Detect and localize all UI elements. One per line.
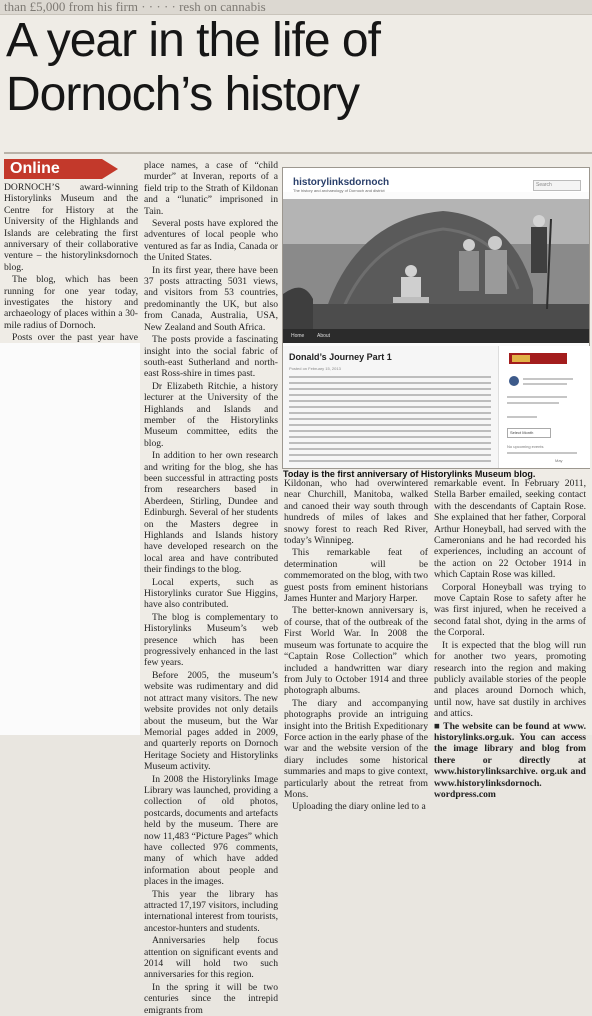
post-text-line [289, 424, 491, 426]
section-tag: Online [4, 159, 102, 179]
article-column-1 [4, 182, 138, 344]
sidebar-banner-emblem [512, 355, 530, 362]
post-text-line [289, 448, 491, 450]
sidebar-text-line [507, 416, 537, 418]
university-logo-icon [509, 376, 519, 386]
nav-about: About [317, 333, 331, 339]
post-text-line [289, 376, 491, 378]
blog-post [283, 346, 498, 468]
post-date: Posted on February 15, 2013 [289, 366, 341, 371]
sidebar-text-line [523, 383, 567, 385]
strip-text: than £5,000 from his firm · · · · · resh on cannabis [4, 0, 266, 14]
article-column-4 [434, 478, 586, 800]
blank-region [0, 343, 140, 735]
paragraph: This remarkable feat of determination will be commemorated on the blog, with two guest posts from eminent historians James Hunter and Marjory Harper. [284, 547, 428, 605]
sidebar-text-line [523, 378, 573, 380]
post-text-line [289, 460, 491, 462]
blog-search-box: Search [533, 180, 581, 191]
archive-select: Select Month [507, 428, 551, 438]
events-label: No upcoming events [507, 444, 544, 449]
paragraph: The better-known anniversary is, of course, that of the outbreak of the First World War. In 2008 the museum was fortunate to acquire the “Captain Rose Collection” which included a handwritten war diary from July to October 1914 and three photograph albums. [284, 605, 428, 697]
post-text-line [289, 394, 491, 396]
headline-line-2: Dornoch’s history [6, 68, 359, 121]
paragraph: This year the library has attracted 17,197 visitors, including international interest from tourists, ancestor-hunters and students. [144, 888, 278, 934]
previous-page-strip [0, 0, 592, 15]
paragraph: Local experts, such as Historylinks curator Sue Higgins, have also contributed. [144, 576, 278, 611]
blog-nav-bar [283, 329, 589, 343]
haystack-photo [283, 199, 589, 329]
paragraph: It is expected that the blog will run for another two years, promoting research into the region and making publicly available stories of the people and places around Dornoch which, until now, have sat dustily in archives and attics. [434, 639, 586, 720]
paragraph: Kildonan, who had overwintered near Churchill, Manitoba, walked and canoed their way south through hundreds of miles of lakes and snowy forest to reach Red River, today’s Winnipeg. [284, 478, 428, 547]
post-text-line [289, 436, 491, 438]
section-tag-arrow [102, 159, 118, 179]
sidebar-text-line [507, 396, 567, 398]
headline-rule [4, 152, 592, 154]
paragraph: In the spring it will be two centuries since the intrepid emigrants from [144, 981, 278, 1016]
paragraph: In 2008 the Historylinks Image Library was launched, providing a collection of old photos, postcards, documents and artefacts held by the museum. There are now 11,483 “Picture Pages” which have collected 976 comments, many of which have added information about people and places in the images. [144, 773, 278, 888]
article-column-2 [144, 160, 278, 1016]
post-text-line [289, 454, 491, 456]
blog-site-title: historylinksdornoch [293, 177, 390, 188]
post-text-line [289, 442, 491, 444]
article-column-3 [284, 478, 428, 813]
post-text-line [289, 406, 491, 408]
paragraph: Uploading the diary online led to a [292, 801, 426, 813]
photo-caption: Today is the first anniversary of Historylinks Museum blog. [283, 469, 536, 479]
paragraph: place names, a case of “child murder” at Inveran, reports of a field trip to the Strath of Kildonan and a “lunatic” imprisoned in Tain. [144, 160, 278, 217]
headline-line-1: A year in the life of [6, 14, 380, 67]
website-info: ■ The website can be found at www. historylinks.org.uk. You can access the image library and blog from there or directly at www.historylinksarchive. org.uk and www.historylinksdornoch. wordpress.com [434, 720, 586, 800]
paragraph: In its first year, there have been 37 posts attracting 5031 views, and visitors from 53 countries, predominantly the UK, but also from Canada, Australia, USA, New Zealand and South Africa. [144, 264, 278, 333]
post-text-line [289, 400, 491, 402]
paragraph: Several posts have explored the adventures of local people who ventured as far as India, Canada or the United States. [144, 218, 278, 264]
paragraph: Posts over the past year have [12, 332, 138, 344]
haystack-photo-illustration [283, 199, 589, 329]
paragraph: Anniversaries help focus attention on significant events and 2014 will hold two such anniversaries for this region. [144, 935, 278, 981]
post-text-line [289, 430, 491, 432]
blog-header [283, 168, 589, 192]
paragraph: The posts provide a fascinating insight into the social fabric of south-east Sutherland and north-east Ross-shire in times past. [144, 334, 278, 380]
post-text-line [289, 418, 491, 420]
sidebar-text-line [507, 402, 559, 404]
blog-sidebar [498, 346, 590, 468]
paragraph: In addition to her own research and writing for the blog, she has been successful in attracting posts from researchers based in Aberdeen, Stirling, Dundee and Edinburgh. Several of her students on the Masters degree in Highlands and Islands history have developed research on the local area and have contributed their findings to the blog. [144, 450, 278, 576]
paragraph: remarkable event. In February 2011, Stella Barber emailed, seeking contact with the descendants of Captain Rose. She explained that her father, Corporal Arthur Honeyball, had served with the Cameronians and he had recorded his experiences, including an account of the action on 22 October 1914 in which Captain Rose was killed. [434, 478, 586, 581]
post-text-line [289, 388, 491, 390]
paragraph: The blog is complementary to Historylinks Museum’s web presence which has been progressively enhanced in the last few years. [144, 611, 278, 669]
paragraph: DORNOCH’S award-winning Historylinks Museum and the Centre for History at the University of the Highlands and Islands are celebrating the first anniversary of their collaborative venture – the historylinksdornoch blog. [4, 182, 138, 273]
post-text-line [289, 412, 491, 414]
nav-home: Home [291, 333, 305, 339]
headline [6, 14, 590, 122]
paragraph: Before 2005, the museum’s website was rudimentary and did not attract many visitors. The new website provides not only details about the museum, but the War Memorial pages added in 2009, and quarterly reports on Dornoch Heritage Society and Historylinks Museum activity. [144, 669, 278, 773]
paragraph: The diary and accompanying photographs provide an intriguing insight into the British Expeditionary Force action in the early phase of the war and the website version of the diary includes some historical summaries and maps to give context, particularly about the retreat from Mons. [284, 697, 428, 800]
sidebar-text-line [507, 452, 577, 454]
paragraph: The blog, which has been running for one year today, investigates the history and archaeology of places within a 30-mile radius of Dornoch. [4, 274, 138, 331]
blog-screenshot [282, 167, 590, 469]
post-title: Donald’s Journey Part 1 [289, 352, 392, 362]
paragraph: Dr Elizabeth Ritchie, a history lecturer at the University of the Highlands and Islands and member of the Historylinks Museum committee, edits the blog. [144, 380, 278, 449]
blog-site-subtitle: The history and archaeology of Dornoch and district [293, 188, 385, 193]
post-text-line [289, 382, 491, 384]
calendar-month: May [555, 458, 563, 463]
paragraph: Corporal Honeyball was trying to move Captain Rose to safety after he was first injured, when he received a second fatal shot, dying in the arms of the Corporal. [434, 581, 586, 639]
